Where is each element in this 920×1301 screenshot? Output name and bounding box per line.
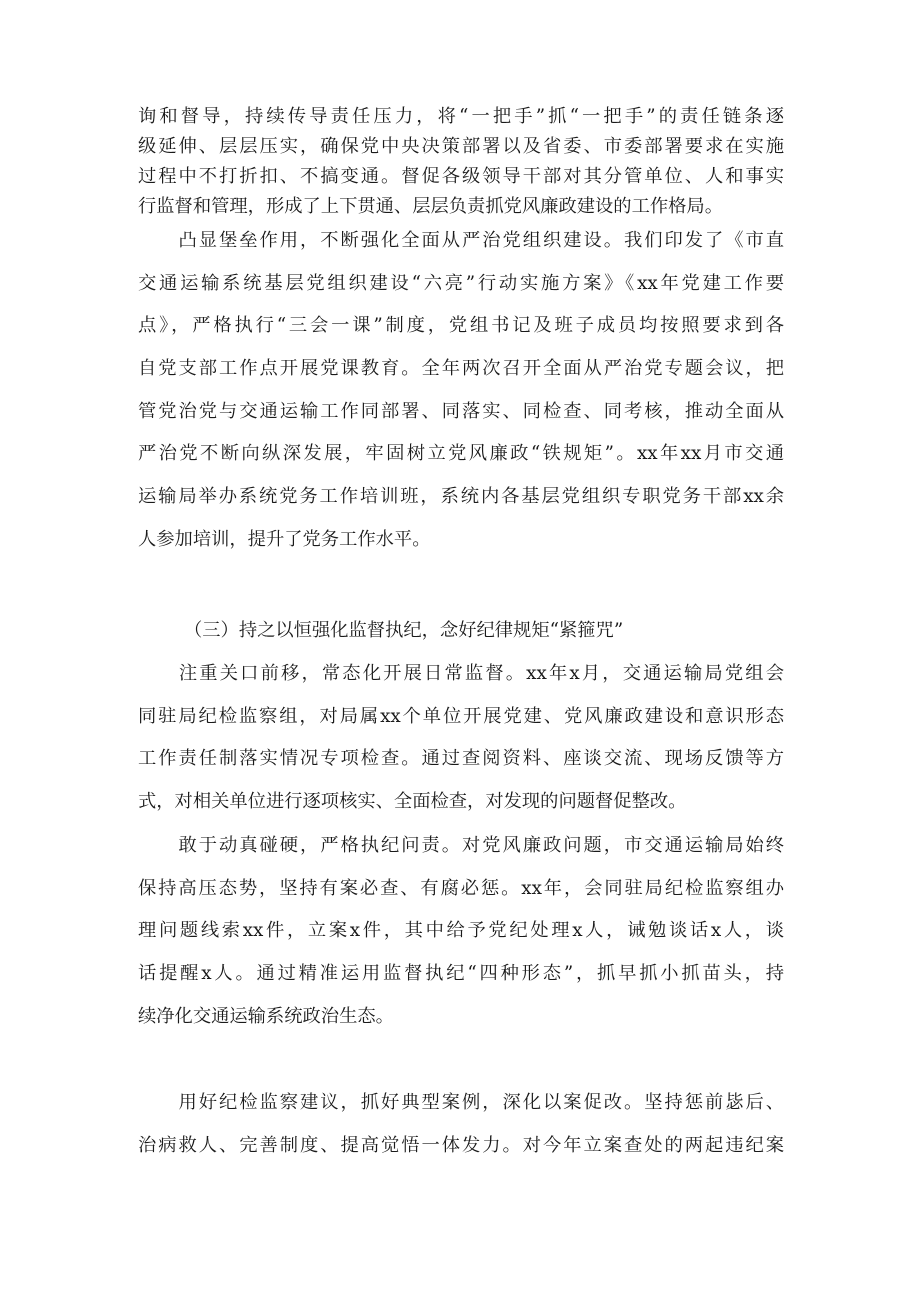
- paragraph-responsibility: [138, 102, 784, 222]
- text-line: 运输局举办系统党务工作培训班，系统内各基层党组织专职党务干部xx余: [138, 486, 784, 508]
- text-line: 保持高压态势，坚持有案必查、有腐必惩。xx年，会同驻局纪检监察组办: [138, 877, 784, 899]
- section-heading: [138, 610, 784, 653]
- text-line: 工作责任制落实情况专项检查。通过查阅资料、座谈交流、现场反馈等方: [138, 748, 784, 770]
- text-line: 自党支部工作点开展党课教育。全年两次召开全面从严治党专题会议，把: [138, 358, 784, 380]
- paragraph-fortress: [138, 220, 784, 562]
- paragraph-supervision: [138, 653, 784, 824]
- section-heading-text: （三）持之以恒强化监督执纪，念好纪律规矩“紧箍咒”: [184, 620, 624, 641]
- text-line: 点》，严格执行“三会一课”制度，党组书记及班子成员均按照要求到各: [138, 315, 784, 337]
- text-line: 交通运输系统基层党组织建设“六亮”行动实施方案》《xx年党建工作要: [138, 272, 784, 294]
- text-line: 严治党不断向纵深发展，牢固树立党风廉政“铁规矩”。xx年xx月市交通: [138, 443, 784, 465]
- text-line: 敢于动真碰硬，严格执纪问责。对党风廉政问题，市交通运输局始终: [138, 835, 784, 856]
- text-line: 注重关口前移，常态化开展日常监督。xx年x月，交通运输局党组会: [138, 663, 784, 684]
- text-line: 话提醒x人。通过精准运用监督执纪“四种形态”，抓早抓小抓苗头，持: [138, 963, 784, 985]
- text-line: 治病救人、完善制度、提高觉悟一体发力。对今年立案查处的两起违纪案: [138, 1134, 784, 1156]
- paragraph-cases: [138, 1082, 784, 1167]
- text-line: 过程中不打折扣、不搞变通。督促各级领导干部对其分管单位、人和事实: [138, 166, 784, 187]
- text-line: 管党治党与交通运输工作同部署、同落实、同检查、同考核，推动全面从: [138, 400, 784, 422]
- text-line: 续净化交通运输系统政治生态。: [138, 1005, 394, 1027]
- paragraph-discipline: [138, 825, 784, 1038]
- text-line: 凸显堡垒作用，不断强化全面从严治党组织建设。我们印发了《市直: [138, 230, 784, 251]
- text-line: 同驻局纪检监察组，对局属xx个单位开展党建、党风廉政建设和意识形态: [138, 705, 784, 727]
- text-line: 询和督导，持续传导责任压力，将“一把手”抓“一把手”的责任链条逐: [138, 106, 784, 127]
- text-line: 行监督和管理，形成了上下贯通、层层负责抓党风廉政建设的工作格局。: [138, 196, 723, 217]
- text-line: 用好纪检监察建议，抓好典型案例，深化以案促改。坚持惩前毖后、: [138, 1092, 784, 1113]
- text-line: 理问题线索xx件，立案x件，其中给予党纪处理x人，诫勉谈话x人，谈: [138, 920, 784, 942]
- text-line: 人参加培训，提升了党务工作水平。: [138, 528, 431, 550]
- text-line: 级延伸、层层压实，确保党中央决策部署以及省委、市委部署要求在实施: [138, 136, 784, 157]
- text-line: 式，对相关单位进行逐项核实、全面检查，对发现的问题督促整改。: [138, 791, 687, 813]
